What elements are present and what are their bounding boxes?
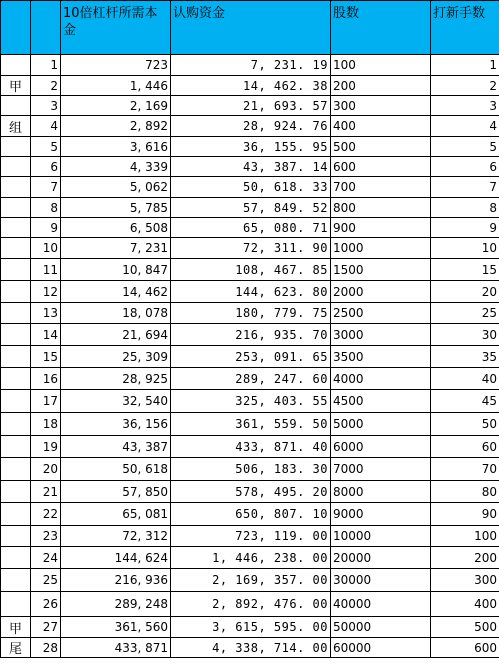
table-row: [1, 458, 499, 481]
shares-cell: 900: [331, 218, 431, 238]
shares-cell: 3500: [331, 346, 431, 368]
leverage-capital-cell: 14, 462: [61, 281, 171, 303]
row-index-cell: 2: [31, 76, 61, 96]
leverage-capital-cell: 144, 624: [61, 547, 171, 569]
subscription-funds-cell: 72, 311. 90: [171, 238, 331, 259]
group-label-cell: 甲: [1, 617, 31, 638]
subscription-funds-cell: 325, 403. 55: [171, 390, 331, 413]
group-label-cell: [1, 368, 31, 390]
header-shares: 股数: [331, 1, 431, 55]
leverage-capital-cell: 28, 925: [61, 368, 171, 390]
group-label-cell: [1, 436, 31, 458]
row-index-cell: 10: [31, 238, 61, 259]
subscription-funds-cell: 21, 693. 57: [171, 96, 331, 116]
leverage-capital-cell: 25, 309: [61, 346, 171, 368]
shares-cell: 1500: [331, 259, 431, 281]
subscription-funds-cell: 108, 467. 85: [171, 259, 331, 281]
row-index-cell: 16: [31, 368, 61, 390]
table-row: [1, 76, 499, 96]
shares-cell: 800: [331, 198, 431, 218]
table-row: [1, 526, 499, 547]
lottery-hands-cell: 30: [431, 324, 499, 346]
row-index-cell: 26: [31, 592, 61, 617]
leverage-capital-cell: 50, 618: [61, 458, 171, 481]
lottery-hands-cell: 4: [431, 116, 499, 137]
lottery-hands-cell: 35: [431, 346, 499, 368]
table-row: [1, 436, 499, 458]
group-label-cell: [1, 390, 31, 413]
lottery-hands-cell: 45: [431, 390, 499, 413]
row-index-cell: 7: [31, 177, 61, 198]
group-label-cell: [1, 503, 31, 526]
shares-cell: 30000: [331, 569, 431, 592]
lottery-hands-cell: 7: [431, 177, 499, 198]
table-row: [1, 413, 499, 436]
row-index-cell: 24: [31, 547, 61, 569]
shares-cell: 20000: [331, 547, 431, 569]
table-row: [1, 177, 499, 198]
lottery-hands-cell: 9: [431, 218, 499, 238]
header-leverage-capital: 10倍杠杆所需本金: [61, 1, 171, 55]
table-row: [1, 617, 499, 638]
leverage-capital-cell: 21, 694: [61, 324, 171, 346]
shares-cell: 300: [331, 96, 431, 116]
subscription-funds-cell: 50, 618. 33: [171, 177, 331, 198]
group-label-cell: [1, 569, 31, 592]
group-label-cell: [1, 547, 31, 569]
group-label-cell: [1, 281, 31, 303]
subscription-funds-cell: 3, 615, 595. 00: [171, 617, 331, 638]
subscription-funds-cell: 506, 183. 30: [171, 458, 331, 481]
group-label-cell: [1, 157, 31, 177]
group-label-cell: 尾: [1, 638, 31, 658]
table-row: [1, 569, 499, 592]
shares-cell: 40000: [331, 592, 431, 617]
subscription-funds-cell: 4, 338, 714. 00: [171, 638, 331, 658]
subscription-funds-cell: 180, 779. 75: [171, 303, 331, 324]
group-label-cell: [1, 413, 31, 436]
subscription-funds-cell: 650, 807. 10: [171, 503, 331, 526]
header-row: [1, 1, 499, 55]
row-index-cell: 13: [31, 303, 61, 324]
lottery-hands-cell: 25: [431, 303, 499, 324]
table-row: [1, 503, 499, 526]
shares-cell: 400: [331, 116, 431, 137]
subscription-funds-cell: 289, 247. 60: [171, 368, 331, 390]
lottery-hands-cell: 8: [431, 198, 499, 218]
shares-cell: 60000: [331, 638, 431, 658]
leverage-capital-cell: 433, 871: [61, 638, 171, 658]
lottery-hands-cell: 80: [431, 481, 499, 503]
leverage-capital-cell: 57, 850: [61, 481, 171, 503]
lottery-hands-cell: 6: [431, 157, 499, 177]
group-label-cell: [1, 238, 31, 259]
subscription-funds-cell: 433, 871. 40: [171, 436, 331, 458]
row-index-cell: 12: [31, 281, 61, 303]
lottery-hands-cell: 20: [431, 281, 499, 303]
lottery-hands-cell: 2: [431, 76, 499, 96]
table-row: [1, 218, 499, 238]
leverage-capital-cell: 1, 446: [61, 76, 171, 96]
table-row: [1, 638, 499, 658]
table-row: [1, 55, 499, 76]
lottery-hands-cell: 1: [431, 55, 499, 76]
header-lottery-hands: 打新手数: [431, 1, 499, 55]
lottery-hands-cell: 70: [431, 458, 499, 481]
row-index-cell: 9: [31, 218, 61, 238]
subscription-funds-cell: 7, 231. 19: [171, 55, 331, 76]
shares-cell: 2500: [331, 303, 431, 324]
lottery-hands-cell: 300: [431, 569, 499, 592]
shares-cell: 7000: [331, 458, 431, 481]
shares-cell: 600: [331, 157, 431, 177]
leverage-capital-cell: 289, 248: [61, 592, 171, 617]
shares-cell: 200: [331, 76, 431, 96]
table-row: [1, 324, 499, 346]
group-label-cell: [1, 177, 31, 198]
header-blank-group: [1, 1, 31, 55]
leverage-capital-cell: 5, 062: [61, 177, 171, 198]
subscription-funds-cell: 144, 623. 80: [171, 281, 331, 303]
leverage-capital-cell: 65, 081: [61, 503, 171, 526]
row-index-cell: 3: [31, 96, 61, 116]
group-label-cell: [1, 303, 31, 324]
group-label-cell: [1, 346, 31, 368]
group-label-cell: [1, 198, 31, 218]
group-label-cell: [1, 137, 31, 157]
leverage-capital-cell: 2, 169: [61, 96, 171, 116]
table-row: [1, 303, 499, 324]
leverage-capital-cell: 723: [61, 55, 171, 76]
shares-cell: 6000: [331, 436, 431, 458]
leverage-capital-cell: 72, 312: [61, 526, 171, 547]
lottery-hands-cell: 15: [431, 259, 499, 281]
group-label-cell: [1, 259, 31, 281]
shares-cell: 2000: [331, 281, 431, 303]
row-index-cell: 4: [31, 116, 61, 137]
subscription-funds-cell: 2, 169, 357. 00: [171, 569, 331, 592]
subscription-funds-cell: 2, 892, 476. 00: [171, 592, 331, 617]
table-row: [1, 547, 499, 569]
group-label-cell: [1, 458, 31, 481]
table-row: [1, 259, 499, 281]
leverage-capital-cell: 18, 078: [61, 303, 171, 324]
row-index-cell: 21: [31, 481, 61, 503]
lottery-hands-cell: 600: [431, 638, 499, 658]
shares-cell: 8000: [331, 481, 431, 503]
lottery-hands-cell: 500: [431, 617, 499, 638]
subscription-funds-cell: 43, 387. 14: [171, 157, 331, 177]
row-index-cell: 28: [31, 638, 61, 658]
group-label-cell: [1, 218, 31, 238]
lottery-hands-cell: 400: [431, 592, 499, 617]
group-label-cell: [1, 96, 31, 116]
table-row: [1, 96, 499, 116]
subscription-funds-cell: 28, 924. 76: [171, 116, 331, 137]
shares-cell: 3000: [331, 324, 431, 346]
leverage-capital-cell: 216, 936: [61, 569, 171, 592]
lottery-hands-cell: 3: [431, 96, 499, 116]
row-index-cell: 25: [31, 569, 61, 592]
group-label-cell: 甲: [1, 76, 31, 96]
row-index-cell: 22: [31, 503, 61, 526]
table-row: [1, 137, 499, 157]
row-index-cell: 15: [31, 346, 61, 368]
subscription-funds-cell: 36, 155. 95: [171, 137, 331, 157]
table-row: [1, 238, 499, 259]
row-index-cell: 6: [31, 157, 61, 177]
leverage-capital-cell: 43, 387: [61, 436, 171, 458]
shares-cell: 500: [331, 137, 431, 157]
table-row: [1, 346, 499, 368]
lottery-hands-cell: 60: [431, 436, 499, 458]
header-blank-index: [31, 1, 61, 55]
lottery-hands-cell: 200: [431, 547, 499, 569]
shares-cell: 5000: [331, 413, 431, 436]
lottery-hands-cell: 100: [431, 526, 499, 547]
row-index-cell: 23: [31, 526, 61, 547]
group-label-cell: 组: [1, 116, 31, 137]
shares-cell: 4000: [331, 368, 431, 390]
subscription-funds-cell: 578, 495. 20: [171, 481, 331, 503]
subscription-funds-cell: 57, 849. 52: [171, 198, 331, 218]
group-label-cell: [1, 55, 31, 76]
row-index-cell: 14: [31, 324, 61, 346]
leverage-capital-cell: 361, 560: [61, 617, 171, 638]
row-index-cell: 11: [31, 259, 61, 281]
lottery-hands-cell: 40: [431, 368, 499, 390]
table-row: [1, 198, 499, 218]
group-label-cell: [1, 481, 31, 503]
row-index-cell: 17: [31, 390, 61, 413]
row-index-cell: 1: [31, 55, 61, 76]
header-subscription-funds: 认购资金: [171, 1, 331, 55]
table-row: [1, 390, 499, 413]
subscription-funds-cell: 361, 559. 50: [171, 413, 331, 436]
row-index-cell: 5: [31, 137, 61, 157]
leverage-capital-cell: 10, 847: [61, 259, 171, 281]
table-row: [1, 116, 499, 137]
row-index-cell: 18: [31, 413, 61, 436]
leverage-capital-cell: 32, 540: [61, 390, 171, 413]
subscription-funds-cell: 216, 935. 70: [171, 324, 331, 346]
table-row: [1, 592, 499, 617]
leverage-capital-cell: 5, 785: [61, 198, 171, 218]
table-row: [1, 368, 499, 390]
leverage-capital-cell: 7, 231: [61, 238, 171, 259]
shares-cell: 10000: [331, 526, 431, 547]
table-row: [1, 481, 499, 503]
lottery-hands-cell: 10: [431, 238, 499, 259]
row-index-cell: 19: [31, 436, 61, 458]
leverage-capital-cell: 4, 339: [61, 157, 171, 177]
leverage-capital-cell: 36, 156: [61, 413, 171, 436]
shares-cell: 100: [331, 55, 431, 76]
group-label-cell: [1, 324, 31, 346]
row-index-cell: 20: [31, 458, 61, 481]
table-row: [1, 281, 499, 303]
subscription-funds-cell: 14, 462. 38: [171, 76, 331, 96]
shares-cell: 1000: [331, 238, 431, 259]
subscription-funds-cell: 1, 446, 238. 00: [171, 547, 331, 569]
shares-cell: 50000: [331, 617, 431, 638]
shares-cell: 700: [331, 177, 431, 198]
lottery-hands-cell: 90: [431, 503, 499, 526]
leverage-capital-cell: 6, 508: [61, 218, 171, 238]
subscription-funds-cell: 253, 091. 65: [171, 346, 331, 368]
leverage-capital-cell: 3, 616: [61, 137, 171, 157]
subscription-funds-cell: 65, 080. 71: [171, 218, 331, 238]
group-label-cell: [1, 592, 31, 617]
table-row: [1, 157, 499, 177]
lottery-hands-cell: 50: [431, 413, 499, 436]
shares-cell: 9000: [331, 503, 431, 526]
row-index-cell: 8: [31, 198, 61, 218]
lottery-hands-cell: 5: [431, 137, 499, 157]
shares-cell: 4500: [331, 390, 431, 413]
leverage-capital-cell: 2, 892: [61, 116, 171, 137]
group-label-cell: [1, 526, 31, 547]
subscription-funds-cell: 723, 119. 00: [171, 526, 331, 547]
row-index-cell: 27: [31, 617, 61, 638]
